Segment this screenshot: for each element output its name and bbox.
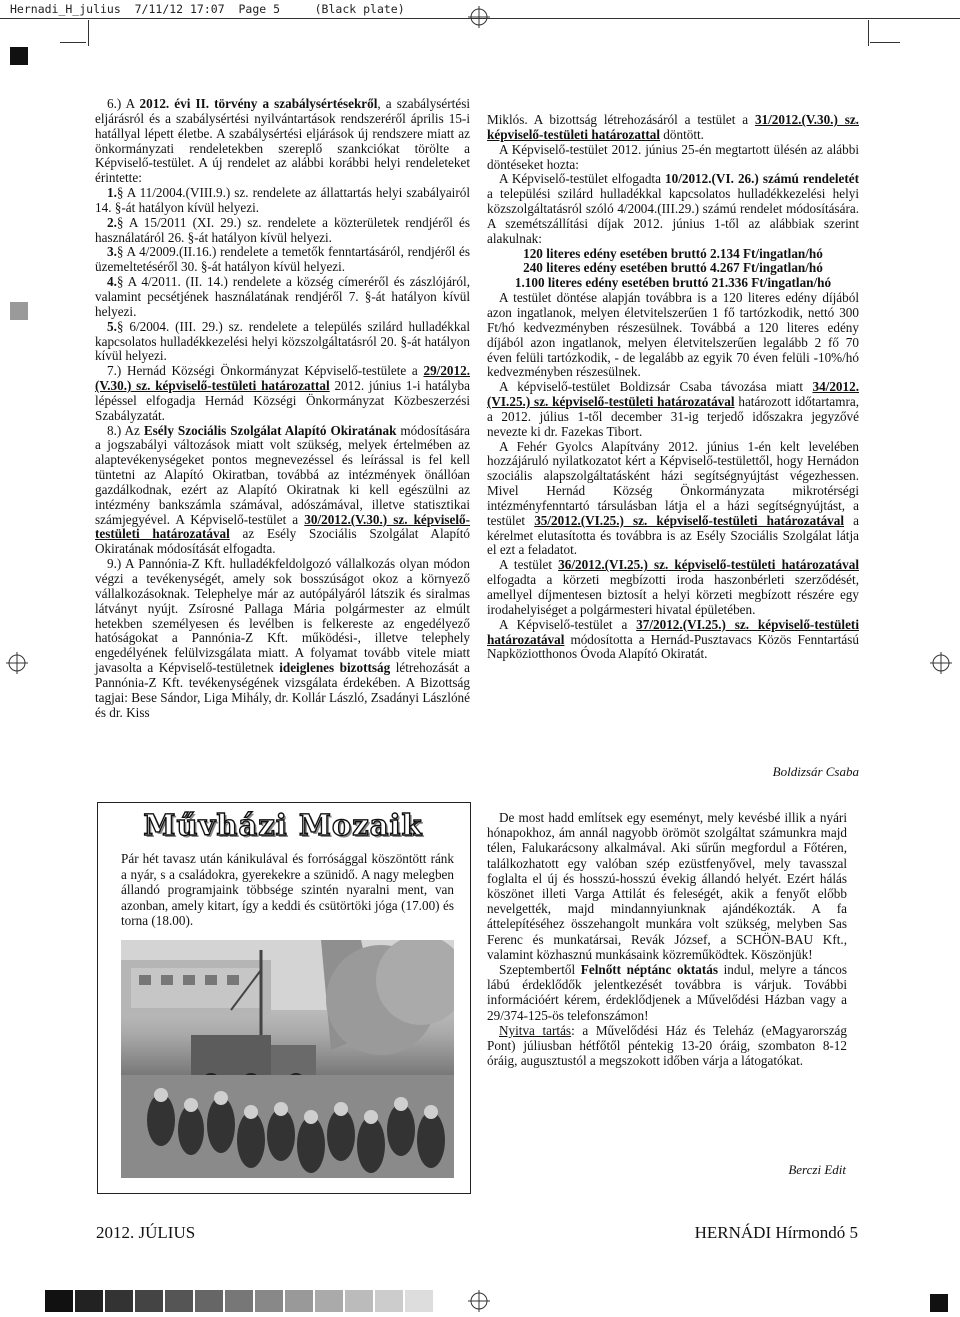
- article-paragraph: A testület 36/2012.(VI.25.) sz. képviselő-testületi határozatával elfogadta a körzeti megbízotti iroda haszonbérleti szerződését, amellyel díjmentesen biztosít a helyi körzeti megbízott részére egy irodahelyiséget a polgármesteri hivatal épületében.: [487, 557, 859, 617]
- crop-square-black: [10, 47, 28, 65]
- mozaik-paragraph: De most hadd említsek egy eseményt, mely kevésbé illik a nyári hónapokhoz, ám annál nagyobb örömöt szolgáltat számunkra majd télen, Falukarácsony alkalmával. Aki sűrűn megfordul a Főtéren, találkozhatott egy valóban szép ezüstfenyővel, mely tavasszal foglalta el új és hosszú-hosszú évekig állandó helyét. Ezért hálás köszönet illeti Varga Attilát és feleségét, akik a fenyőt előbb nevelgették, majd mindannyiunknak ajándékozták. A fa áttelepítéséhez összehangolt munkára volt szükség, melyben Sas Ferenc és munkatársai, Revák József, a SCHÖN-BAU Kft., valamint közhasznú munkásaink közreműködtek. Köszönjük!: [487, 810, 847, 962]
- article-paragraph: 4.§ A 4/2011. (II. 14.) rendelete a község címeréről és zászlójáról, valamint pecsétjének használatának rendjéről 7. §-át hatályon kívül helyezi.: [95, 274, 470, 319]
- right-article-column: [487, 113, 859, 662]
- footer-publication: HERNÁDI Hírmondó 5: [694, 1223, 858, 1242]
- mozaik-right-column: [487, 810, 847, 1068]
- event-photo-illustration: [121, 940, 454, 1178]
- article-paragraph: A Képviselő-testület 2012. június 25-én megtartott ülésén az alábbi döntéseket hozta:: [487, 141, 859, 172]
- article-paragraph: 6.) A 2012. évi II. törvény a szabálysértésekről, a szabálysértési eljárásról és a szabálysértési nyilvántartások rendszeréről április 15-i hatállyal lépett életbe. A szabálysértési eljárások új rendszere miatt az önkormányzati rendeletekben szereplő szankciókat törölte a Képviselő-testület. A új rendelet az alábbi korábbi helyi rendeleteket érintette:: [95, 96, 470, 186]
- article-paragraph: 3.§ A 4/2009.(II.16.) rendelete a temetők fenntartásáról, rendjéről és üzemeltetéséről 30. §-át hatályon kívül helyezi.: [95, 244, 470, 275]
- mozaik-paragraph: Szeptembertől Felnőtt néptánc oktatás indul, melyre a táncos lábú érdeklődők jelentkezését továbbra is várjuk. További információért kérem, érdeklődjenek a Művelődési Házban vagy a 29/374-125-ös telefonszámon!: [487, 962, 848, 1023]
- article-paragraph: 5.§ 6/2004. (III. 29.) sz. rendelete a település szilárd hulladékkal kapcsolatos hulladékkezelési helyi közszolgáltatásról 20. §-át hatályon kívül helyezi.: [95, 318, 470, 364]
- crop-square-gray: [10, 302, 28, 320]
- article-paragraph: 120 literes edény esetében bruttó 2.134 Ft/ingatlan/hó: [523, 245, 823, 261]
- footer-date: 2012. JÚLIUS: [96, 1223, 196, 1242]
- mozaik-signature: Berczi Edit: [788, 1162, 846, 1177]
- crop-line: [88, 20, 89, 46]
- mozaik-title: Művházi Mozaik: [143, 808, 423, 842]
- registration-mark-icon: [6, 652, 28, 674]
- article-paragraph: A Képviselő-testület elfogadta 10/2012.(VI. 26.) számú rendeletét a települési szilárd hulladékkal kapcsolatos hulladékkezelési helyi közszolgáltatásról szóló 4/2004.(III.29.) számú rendelet módosítására. A szemétszállítási díjak 2012. június 1-től az alábbiak szerint alakulnak:: [487, 171, 859, 246]
- mozaik-intro: Pár hét tavasz után kánikulával és forrósággal köszöntött ránk a nyár, s a családokra, gyerekekre a szünidő. A nagy melegben állandó programjaink többsége szintén nyaralni ment, van azonban, amely kitart, így a keddi és csütörtöki jóga (17.00) és torna (18.00).: [121, 851, 454, 928]
- crop-line: [868, 20, 869, 46]
- article-paragraph: A Képviselő-testület a 37/2012.(VI.25.) sz. képviselő-testületi határozatával módosította a Hernád-Pusztavacs Közös Fenntartású Napköziotthonos Óvoda Alapító Okiratát.: [487, 616, 859, 662]
- article-paragraph: 1.§ A 11/2004.(VIII.9.) sz. rendelete az állattartás helyi szabályairól 14. §-át hatályon kívül helyezi.: [95, 185, 470, 215]
- left-article-column: [95, 97, 470, 720]
- event-photo: [121, 940, 454, 1178]
- article-paragraph: A Fehér Gyolcs Alapítvány 2012. június 1-én kelt levelében hozzájáruló nyilatkozatot kért a Képviselő-testülettől, hogy Hernádon szociális alapszolgáltatásként házi segítségnyújtást végezhessen. Mivel Hernád Község Önkormányzata mikrotérségi intézményfenntartó társulásban látja el a házi segítségnyújtást, a testület 35/2012.(VI.25.) sz. képviselő-testületi határozatával a kérelmet elutasította és továbbra is az Esély Szociális Szolgálat látja el ezt a feladatot.: [487, 438, 860, 558]
- registration-mark-icon: [468, 6, 490, 28]
- print-color-bar: [45, 1290, 455, 1312]
- article-paragraph: A képviselő-testület Boldizsár Csaba távozása miatt 34/2012.(VI.25.) sz. képviselő-testületi határozatával határozott időtartamra, a 2012. július 1-től december 31-ig terjedő időszakra jegyzővé nevezte ki dr. Fazekas Tibort.: [487, 379, 859, 439]
- print-header: Hernadi_H_julius 7/11/12 17:07 Page 5 (Black plate): [10, 2, 405, 16]
- crop-square-black: [930, 1294, 948, 1312]
- crop-line: [60, 42, 86, 43]
- article-paragraph: Miklós. A bizottság létrehozásáról a testület a 31/2012.(V.30.) sz. képviselő-testületi határozattal döntött.: [487, 112, 859, 142]
- registration-mark-icon: [468, 1290, 490, 1312]
- article-paragraph: 2.§ A 15/2011 (XI. 29.) sz. rendelete a közterületek rendjéről és használatáról 26. §-át hatályon kívül helyezi.: [95, 214, 470, 245]
- article-signature: Boldizsár Csaba: [772, 764, 859, 779]
- article-paragraph: 1.100 literes edény esetében bruttó 21.336 Ft/ingatlan/hó: [514, 275, 832, 291]
- crop-line: [870, 42, 900, 43]
- article-paragraph: 7.) Hernád Községi Önkormányzat Képviselő-testülete a 29/2012.(V.30.) sz. képviselő-testületi határozattal 2012. június 1-i hatályba lépéssel elfogadja Hernád Községi Önkormányzat Közbeszerzési Szabályzatát.: [95, 363, 470, 423]
- registration-mark-icon: [930, 652, 952, 674]
- article-paragraph: 8.) Az Esély Szociális Szolgálat Alapító Okiratának módosítására a jogszabályi változások miatt volt szükség, melyek értelmében az alaptevékenységeket pontos megnevezéssel és leírással is fel kell tüntetni az Alapító Okiratban, továbbá az intézmények önállóan gazdálkodnak, ezért az Alapító Okiratnak ki kell egészülni az intézmény bankszámla számával, adószámával, illetve statisztikai számjegyével. A Képviselő-testület a 30/2012.(V.30.) sz. képviselő-testületi határozatával az Esély Szociális Szolgálat Alapító Okiratának módosítását elfogadta.: [95, 422, 471, 557]
- article-paragraph: 240 literes edény esetében bruttó 4.267 Ft/ingatlan/hó: [523, 260, 823, 276]
- mozaik-paragraph: Nyitva tartás: a Művelődési Ház és Teleház (eMagyarország Pont) júliusban hétfőtől péntekig 13-20 óráig, szombaton 8-12 óráig, augusztustól a megszokott időben várja a látogatókat.: [487, 1022, 848, 1069]
- article-paragraph: A testület döntése alapján továbbra is a 120 literes edény díjából azon ingatlanok, melyen életvitelszerűen 1 fő tartózkodik, nettó 300 Ft/hó kedvezményben részesülnek. Továbbá a 120 literes edény díjából azon ingatlanok, melyen életvitelszerűen legalább 2 fő 70 éven felüli tartózkodik, - de legalább az egyik 70 éven felüli -10%/hó kedvezményben részesülnek.: [487, 290, 859, 380]
- article-paragraph: 9.) A Pannónia-Z Kft. hulladékfeldolgozó vállalkozás olyan módon végzi a tevékenységét, amely sok bosszúságot okoz a környező vállalkozásoknak. Telephelye már az autópályáról látszik és siralmas látványt nyújt. Zsírosné Pallaga Mária polgármester az elmúlt hetekben személyesen és levélben is felkereste az engedélyező hatóságokat a Pannónia-Z Kft. működési-, illetve telephely engedélyének felülvizsgálata miatt. A folyamat tovább vitele miatt javasolta a Képviselő-testületnek ideiglenes bizottság létrehozását a Pannónia-Z Kft. tevékenységének vizsgálata érdekében. A Bizottság tagjai: Bese Sándor, Liga Mihály, dr. Kollár László, Zsadányi Lászlóné és dr. Kiss: [95, 556, 471, 720]
